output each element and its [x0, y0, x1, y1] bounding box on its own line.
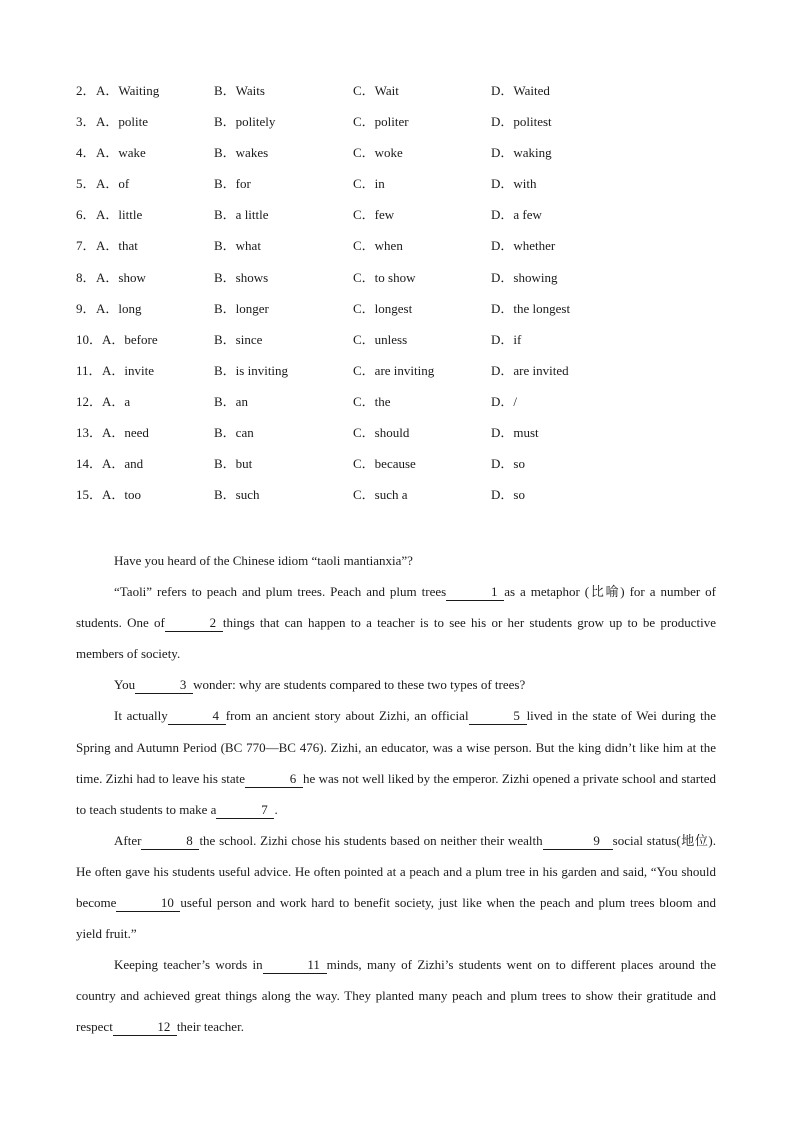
option-b: B．since [214, 331, 263, 347]
question-number: 10． [76, 331, 103, 347]
option-row-14 [76, 453, 736, 484]
option-row-3 [76, 111, 736, 142]
option-b: B．but [214, 456, 253, 472]
option-c: C．Wait [353, 83, 399, 98]
question-number: 7． [76, 238, 96, 254]
option-b: B．politely [214, 114, 276, 130]
passage-text: as a metaphor (比喻) for a number of students. One of [76, 584, 716, 631]
question-number: 2． [76, 83, 96, 98]
option-d: D．whether [491, 238, 556, 254]
blank-6: 6 [245, 772, 303, 788]
passage-text: things that can happen to a teacher is to see his or her students grow up to be productive members of society. [76, 615, 716, 662]
passage-text: lived in the state of Wei during the Spring and Autumn Period (BC 770—BC 476). Zizhi, an educator, was a wise person. But the king didn’t like him at the time. Zizhi had to leave his state [76, 708, 716, 786]
option-b: B．shows [214, 269, 269, 285]
option-a: A．of [96, 176, 130, 192]
blank-9: 9 [543, 834, 613, 850]
option-a: A．polite [96, 114, 148, 130]
option-d: D．so [491, 487, 525, 503]
option-a: A．need [102, 425, 149, 441]
option-b: B．such [214, 487, 260, 503]
option-b: B．for [214, 176, 251, 192]
option-row-7 [76, 235, 736, 266]
option-d: D．are invited [491, 362, 569, 378]
option-d: D．Waited [491, 83, 550, 98]
passage-text: “Taoli” refers to peach and plum trees. Peach and plum trees [114, 584, 447, 600]
passage-paragraph-5 [76, 949, 716, 1042]
option-b: B．longer [214, 300, 269, 316]
passage-paragraph-3 [76, 700, 716, 824]
option-c: C．the [353, 393, 391, 409]
option-d: D．showing [491, 269, 558, 285]
passage-text: useful person and work hard to benefit society, just like when the peach and plum trees bloom and yield fruit.” [76, 895, 716, 942]
option-a: A．and [102, 456, 144, 472]
option-row-11 [76, 360, 736, 391]
option-row-13 [76, 422, 736, 453]
blank-8: 8 [141, 834, 199, 850]
option-row-12 [76, 391, 736, 422]
blank-11: 11 [263, 958, 327, 974]
question-number: 14． [76, 456, 103, 472]
passage-text: It actually [114, 708, 168, 724]
option-row-2 [76, 80, 736, 111]
option-b: B．wakes [214, 145, 269, 161]
option-row-9 [76, 298, 736, 329]
question-number: 8． [76, 269, 96, 285]
option-c: C．because [353, 456, 416, 472]
option-a: A．little [96, 207, 143, 223]
option-d: D．a few [491, 207, 542, 223]
question-number: 15． [76, 487, 103, 503]
option-a: A．wake [96, 145, 146, 161]
answer-options-list [76, 80, 736, 515]
option-c: C．should [353, 425, 410, 441]
passage-text: their teacher. [176, 1019, 244, 1035]
passage-text: social status(地位). He often gave his students useful advice. He often pointed at a peach and a plum tree in his garden and said, “You should become [76, 832, 716, 911]
option-b: B．a little [214, 207, 269, 223]
option-d: D．so [491, 456, 525, 472]
option-b: B．is inviting [214, 362, 289, 378]
option-a: A．a [102, 393, 131, 409]
option-row-4 [76, 142, 736, 173]
option-d: D．if [491, 331, 522, 347]
passage-text: the school. Zizhi chose his students based on neither their wealth [199, 832, 543, 848]
option-a: A．that [96, 238, 138, 254]
passage-text: wonder: why are students compared to these two types of trees? [193, 677, 526, 693]
option-row-10 [76, 329, 736, 360]
option-c: C．such a [353, 487, 408, 503]
option-d: D．/ [491, 393, 518, 409]
option-a: A．before [102, 331, 158, 347]
blank-5: 5 [469, 709, 527, 725]
option-b: B．Waits [214, 83, 265, 98]
passage-paragraph-1 [76, 576, 716, 669]
option-d: D．the longest [491, 300, 571, 316]
option-c: C．unless [353, 331, 408, 347]
option-c: C．longest [353, 300, 413, 316]
option-b: B．what [214, 238, 261, 254]
blank-4: 4 [168, 709, 226, 725]
passage-intro: Have you heard of the Chinese idiom “taoli mantianxia”? [114, 553, 413, 568]
option-a: A．invite [102, 362, 154, 378]
option-c: C．few [353, 207, 395, 223]
passage-paragraph-2 [76, 669, 716, 700]
question-number: 11． [76, 362, 102, 378]
blank-7: 7 [216, 803, 274, 819]
passage-text: You [114, 677, 136, 693]
question-number: 6． [76, 207, 96, 223]
passage-text: minds, many of Zizhi’s students went on to different places around the country and achieved great things along the way. They planted many peach and plum trees to show their gratitude and respect [76, 957, 716, 1035]
option-row-8 [76, 267, 736, 298]
passage-text: he was not well liked by the emperor. Zizhi opened a private school and started to teach students to make a [76, 770, 716, 817]
blank-12: 12 [113, 1020, 177, 1036]
question-number: 4． [76, 145, 96, 161]
blank-10: 10 [116, 896, 180, 912]
option-c: C．when [353, 238, 403, 254]
passage-text: After [114, 832, 142, 848]
option-row-5 [76, 173, 736, 204]
question-number: 13． [76, 425, 103, 441]
option-c: C．to show [353, 269, 416, 285]
option-d: D．waking [491, 145, 552, 161]
option-a: A．show [96, 269, 146, 285]
blank-1: 1 [446, 585, 504, 601]
question-number: 12． [76, 393, 103, 409]
option-b: B．can [214, 425, 254, 441]
passage-text: Keeping teacher’s words in [114, 957, 263, 973]
option-b: B．an [214, 393, 248, 409]
option-a: A．Waiting [96, 83, 160, 98]
cloze-passage [76, 545, 716, 1043]
option-c: C．woke [353, 145, 403, 161]
passage-paragraph-4 [76, 825, 716, 949]
blank-2: 2 [165, 616, 223, 632]
passage-text: from an ancient story about Zizhi, an official [225, 708, 469, 724]
option-d: D．with [491, 176, 537, 192]
question-number: 5． [76, 176, 96, 192]
option-c: C．in [353, 176, 385, 192]
option-c: C．politer [353, 114, 409, 130]
option-d: D．politest [491, 114, 552, 130]
option-c: C．are inviting [353, 362, 435, 378]
option-d: D．must [491, 425, 539, 441]
question-number: 9． [76, 300, 96, 316]
option-a: A．too [102, 487, 142, 503]
blank-3: 3 [135, 678, 193, 694]
option-row-6 [76, 204, 736, 235]
option-row-15 [76, 484, 736, 515]
question-number: 3． [76, 114, 96, 130]
option-a: A．long [96, 300, 142, 316]
passage-text: . [274, 801, 278, 817]
